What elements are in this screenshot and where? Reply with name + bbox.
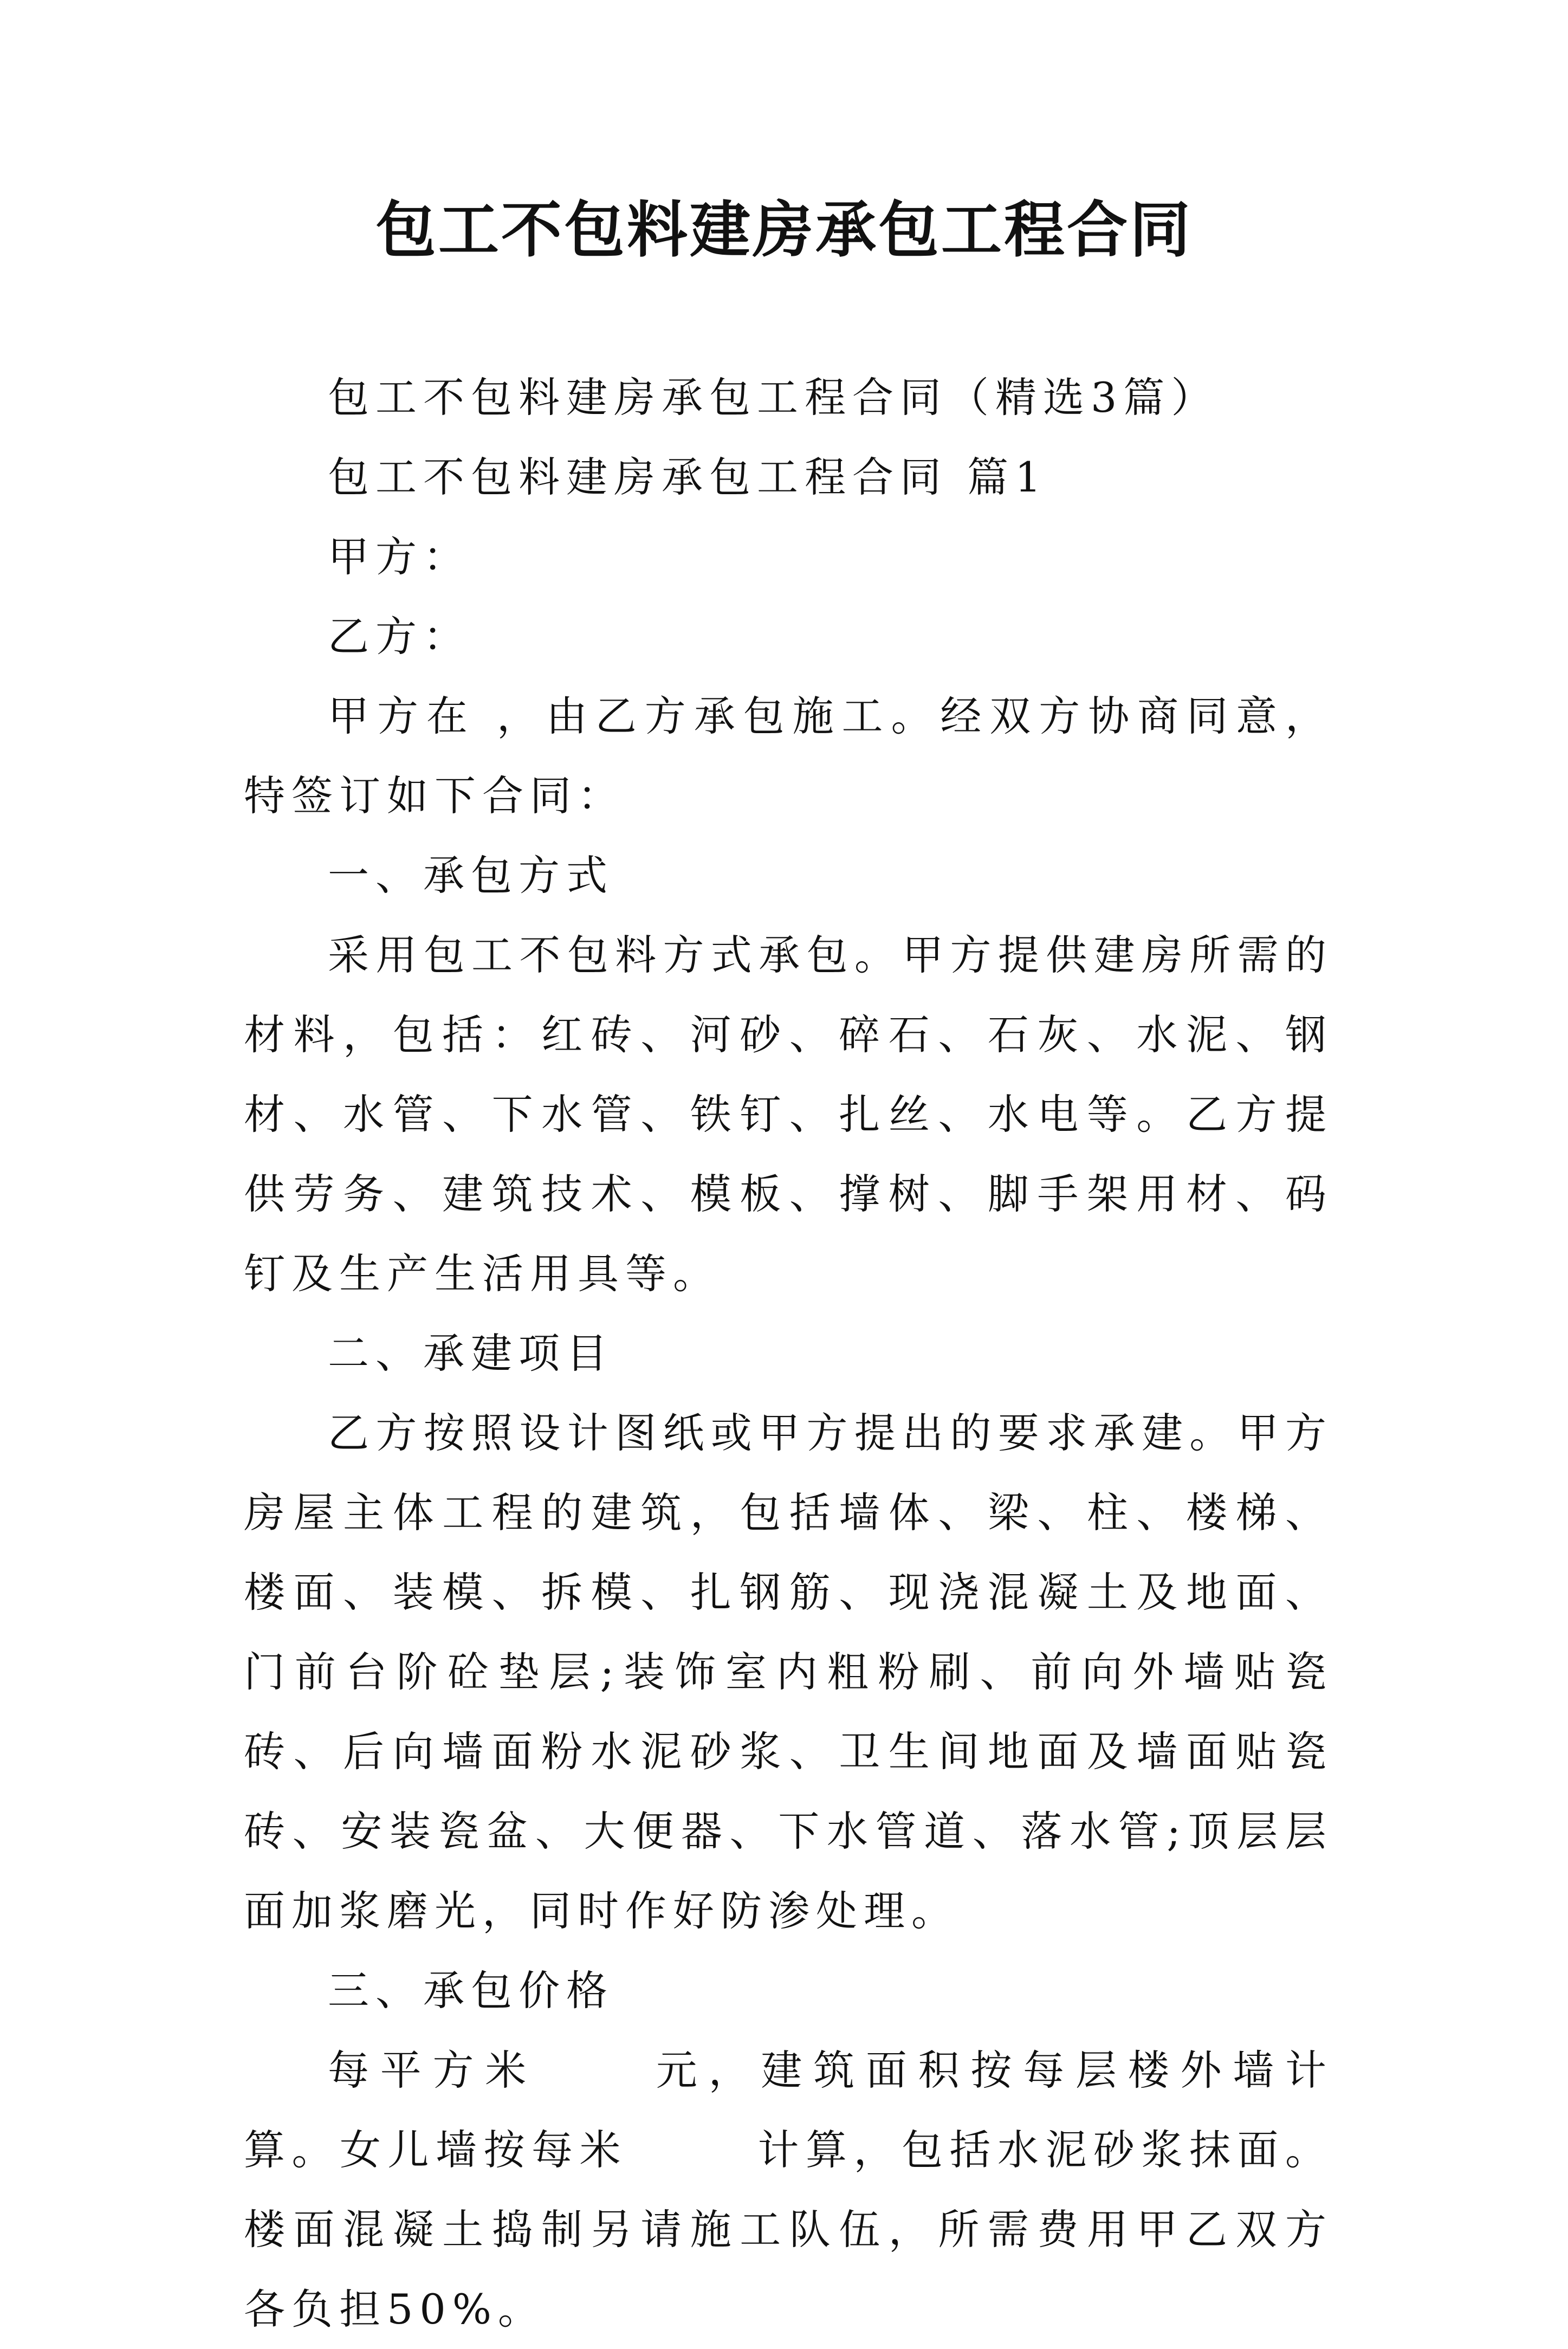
intro-paragraph: 甲方在 ，由乙方承包施工。经双方协商同意，特签订如下合同： — [244, 692, 1333, 820]
price-text-end: 计算，包括水泥砂浆抹面。楼面混凝土捣制另请施工队伍，所需费用甲乙双方各负担50%。 — [244, 2126, 1333, 2333]
section-2-heading: 二、承建项目 — [328, 1329, 614, 1377]
price-text-middle: 元，建筑面积按每层楼外墙计算。女儿墙按每米 — [244, 2046, 1333, 2174]
price-per-sqm-label: 每平方米 — [328, 2046, 538, 2094]
section-heading: 包工不包料建房承包工程合同 篇1 — [328, 453, 1048, 501]
section-1-heading: 一、承包方式 — [328, 851, 614, 900]
section-3-heading: 三、承包价格 — [328, 1966, 614, 2015]
party-b-line: 乙方： — [328, 612, 471, 661]
document-subtitle: 包工不包料建房承包工程合同（精选3篇） — [328, 373, 1219, 422]
section-3-body — [244, 2030, 1333, 2349]
party-a-line: 甲方： — [328, 533, 471, 581]
document-title: 包工不包料建房承包工程合同 — [375, 195, 1193, 266]
section-2-body: 乙方按照设计图纸或甲方提出的要求承建。甲方房屋主体工程的建筑，包括墙体、梁、柱、楼梯、楼面、装模、拆模、扎钢筋、现浇混凝土及地面、门前台阶砼垫层;装饰室内粗粉刷、前向外墙贴瓷砖、后向墙面粉水泥砂浆、卫生间地面及墙面贴瓷砖、安装瓷盆、大便器、下水管道、落水管;顶层层面加浆磨光，同时作好防渗处理。 — [244, 1409, 1333, 1935]
document-body — [244, 358, 1333, 2349]
section-1-body: 采用包工不包料方式承包。甲方提供建房所需的材料，包括：红砖、河砂、碎石、石灰、水泥、钢材、水管、下水管、铁钉、扎丝、水电等。乙方提供劳务、建筑技术、模板、撑树、脚手架用材、码钉及生产生活用具等。 — [244, 931, 1333, 1298]
